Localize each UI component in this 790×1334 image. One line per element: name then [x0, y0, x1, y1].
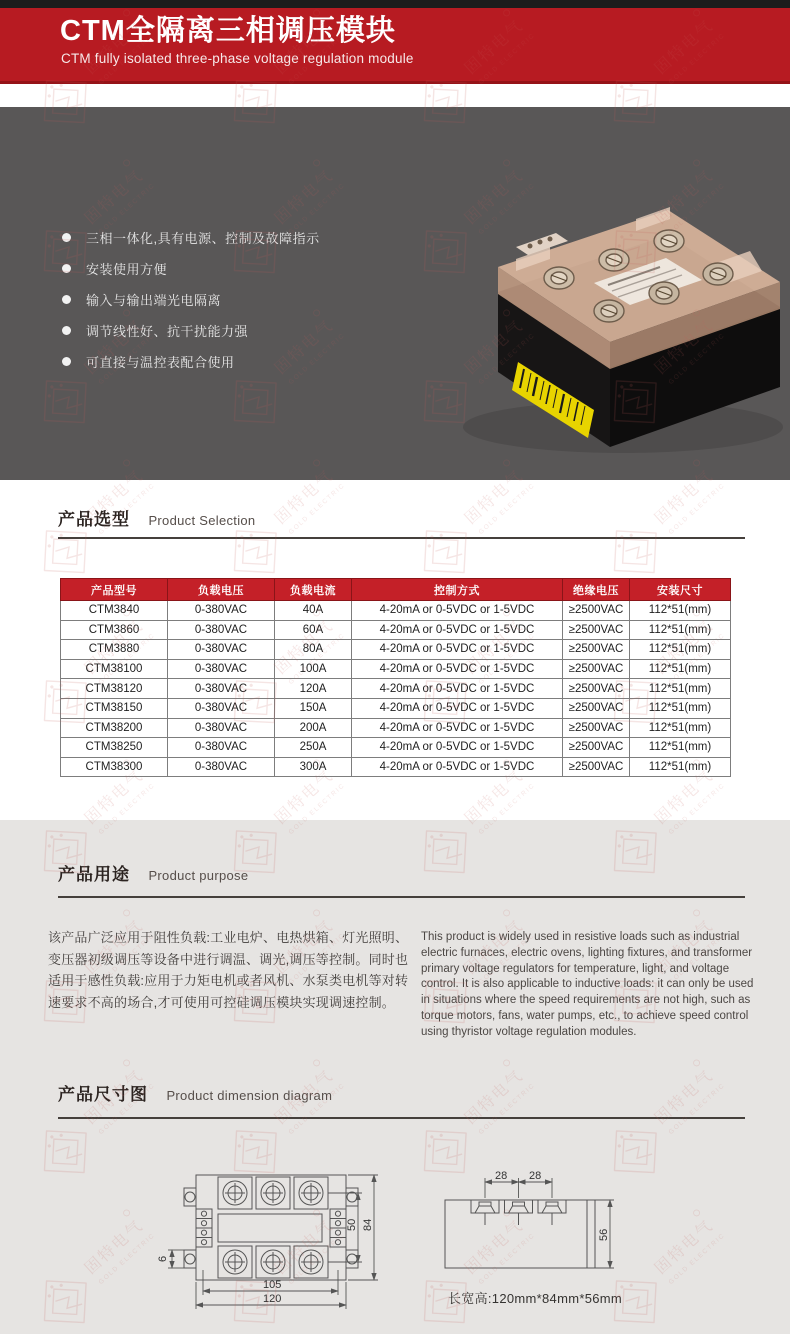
table-cell: 4-20mA or 0-5VDC or 1-5VDC [352, 718, 563, 738]
table-cell: ≥2500VAC [563, 620, 630, 640]
table-cell: ≥2500VAC [563, 640, 630, 660]
table-cell: 4-20mA or 0-5VDC or 1-5VDC [352, 620, 563, 640]
table-cell: 120A [275, 679, 352, 699]
table-row [61, 640, 731, 660]
table-cell: 0-380VAC [168, 620, 275, 640]
table-row [61, 601, 731, 621]
table-cell: CTM3840 [61, 601, 168, 621]
purpose-heading-rule [58, 896, 745, 898]
table-header-cell: 负载电压 [168, 579, 275, 601]
table-cell: 60A [275, 620, 352, 640]
table-cell: CTM38100 [61, 659, 168, 679]
table-cell: 112*51(mm) [630, 620, 731, 640]
bullet-icon [62, 233, 71, 242]
table-cell: 4-20mA or 0-5VDC or 1-5VDC [352, 640, 563, 660]
selection-heading-rule [58, 537, 745, 539]
page-subtitle: CTM fully isolated three-phase voltage regulation module [61, 51, 414, 66]
table-cell: CTM38300 [61, 757, 168, 777]
table-cell: 0-380VAC [168, 601, 275, 621]
table-cell: 0-380VAC [168, 698, 275, 718]
table-cell: 0-380VAC [168, 738, 275, 758]
page-header [0, 8, 790, 84]
top-accent-bar [0, 0, 790, 8]
feature-item [62, 259, 320, 278]
selection-table-body [61, 601, 731, 777]
dimension-caption: 长宽高:120mm*84mm*56mm [448, 1291, 623, 1306]
table-row [61, 738, 731, 758]
feature-text: 安装使用方便 [86, 262, 168, 277]
table-cell: 200A [275, 718, 352, 738]
dim-84-label: 84 [362, 1218, 374, 1231]
table-cell: CTM3860 [61, 620, 168, 640]
table-cell: CTM3880 [61, 640, 168, 660]
dimension-heading [58, 1080, 332, 1105]
table-cell: CTM38250 [61, 738, 168, 758]
purpose-heading [58, 860, 248, 885]
table-cell: CTM38120 [61, 679, 168, 699]
dimension-heading-rule [58, 1117, 745, 1119]
dim-6-label: 6 [157, 1255, 169, 1262]
selection-table [60, 578, 731, 777]
dim-105-label: 105 [263, 1279, 282, 1291]
table-cell: ≥2500VAC [563, 718, 630, 738]
selection-heading-en: Product Selection [148, 513, 256, 528]
selection-heading [58, 505, 255, 530]
feature-text: 三相一体化,具有电源、控制及故障指示 [86, 231, 320, 246]
table-cell: CTM38150 [61, 698, 168, 718]
feature-item [62, 228, 320, 247]
table-cell: 300A [275, 757, 352, 777]
purpose-heading-zh: 产品用途 [58, 865, 130, 884]
table-cell: CTM38200 [61, 718, 168, 738]
table-cell: 112*51(mm) [630, 679, 731, 699]
table-row [61, 659, 731, 679]
table-cell: 100A [275, 659, 352, 679]
table-cell: 0-380VAC [168, 659, 275, 679]
table-cell: 80A [275, 640, 352, 660]
table-cell: ≥2500VAC [563, 601, 630, 621]
table-header-cell: 控制方式 [352, 579, 563, 601]
bullet-icon [62, 295, 71, 304]
table-cell: ≥2500VAC [563, 659, 630, 679]
table-cell: 0-380VAC [168, 718, 275, 738]
feature-text: 调节线性好、抗干扰能力强 [86, 324, 249, 339]
feature-item [62, 290, 320, 309]
table-cell: 0-380VAC [168, 679, 275, 699]
purpose-text-en: This product is widely used in resistive loads such as industrial electric furnaces, electric ovens, lighting fixtures, and transformer primary voltage regulators for temperature, light, and voltage control. It is also applicable to inductive loads: it can only be used in situations where the speed requirements are not high, such as torque motors, fans, water pumps, etc., to achieve speed control using thyristor voltage regulation modules. [421, 931, 754, 1038]
dim-28a-label: 28 [495, 1170, 508, 1182]
table-cell: 4-20mA or 0-5VDC or 1-5VDC [352, 698, 563, 718]
table-header-cell: 产品型号 [61, 579, 168, 601]
table-cell: 112*51(mm) [630, 738, 731, 758]
table-cell: ≥2500VAC [563, 738, 630, 758]
table-row [61, 679, 731, 699]
purpose-text-zh: 该产品广泛应用于阻性负载:工业电炉、电热烘箱、灯光照明、变压器初级调压等设备中进行调温、调光,调压等控制。同时也适用于感性负载:应用于力矩电机或者风机、水泵类电机等对转速要求不高的场合,才可使用可控硅调压模块实现调速控制。 [48, 930, 409, 1010]
table-cell: 4-20mA or 0-5VDC or 1-5VDC [352, 601, 563, 621]
bullet-icon [62, 357, 71, 366]
table-cell: 40A [275, 601, 352, 621]
table-header-cell: 安装尺寸 [630, 579, 731, 601]
table-cell: 112*51(mm) [630, 757, 731, 777]
table-cell: 112*51(mm) [630, 659, 731, 679]
table-cell: 0-380VAC [168, 757, 275, 777]
dimension-heading-en: Product dimension diagram [166, 1088, 333, 1103]
dim-56-label: 56 [598, 1228, 610, 1241]
table-row [61, 718, 731, 738]
table-cell: 112*51(mm) [630, 601, 731, 621]
dim-50-label: 50 [346, 1218, 358, 1231]
selection-heading-zh: 产品选型 [58, 510, 130, 529]
table-cell: ≥2500VAC [563, 757, 630, 777]
feature-list [62, 228, 320, 383]
feature-text: 可直接与温控表配合使用 [86, 355, 235, 370]
feature-item [62, 321, 320, 340]
table-cell: 4-20mA or 0-5VDC or 1-5VDC [352, 757, 563, 777]
table-cell: 0-380VAC [168, 640, 275, 660]
table-cell: 4-20mA or 0-5VDC or 1-5VDC [352, 679, 563, 699]
table-cell: 4-20mA or 0-5VDC or 1-5VDC [352, 659, 563, 679]
bullet-icon [62, 264, 71, 273]
page-title: CTM全隔离三相调压模块 [60, 15, 396, 47]
table-row [61, 620, 731, 640]
product-photo [398, 147, 788, 477]
bullet-icon [62, 326, 71, 335]
dimension-heading-zh: 产品尺寸图 [58, 1085, 148, 1104]
table-row [61, 757, 731, 777]
dim-28b-label: 28 [529, 1170, 542, 1182]
dim-120-label: 120 [263, 1293, 282, 1305]
table-cell: 112*51(mm) [630, 698, 731, 718]
table-cell: 4-20mA or 0-5VDC or 1-5VDC [352, 738, 563, 758]
table-row [61, 698, 731, 718]
dimension-drawing-top-view [150, 1150, 430, 1334]
table-cell: 150A [275, 698, 352, 718]
hero-section [0, 107, 790, 480]
table-cell: 112*51(mm) [630, 640, 731, 660]
feature-item [62, 352, 320, 371]
table-cell: ≥2500VAC [563, 698, 630, 718]
table-header-row [61, 579, 731, 601]
table-cell: 250A [275, 738, 352, 758]
table-header-cell: 负载电流 [275, 579, 352, 601]
feature-text: 输入与输出端光电隔离 [86, 293, 222, 308]
header-divider-band [0, 84, 790, 107]
table-cell: 112*51(mm) [630, 718, 731, 738]
purpose-heading-en: Product purpose [148, 868, 249, 883]
table-header-cell: 绝缘电压 [563, 579, 630, 601]
selection-section [0, 480, 790, 820]
table-cell: ≥2500VAC [563, 679, 630, 699]
lower-section [0, 820, 790, 1334]
